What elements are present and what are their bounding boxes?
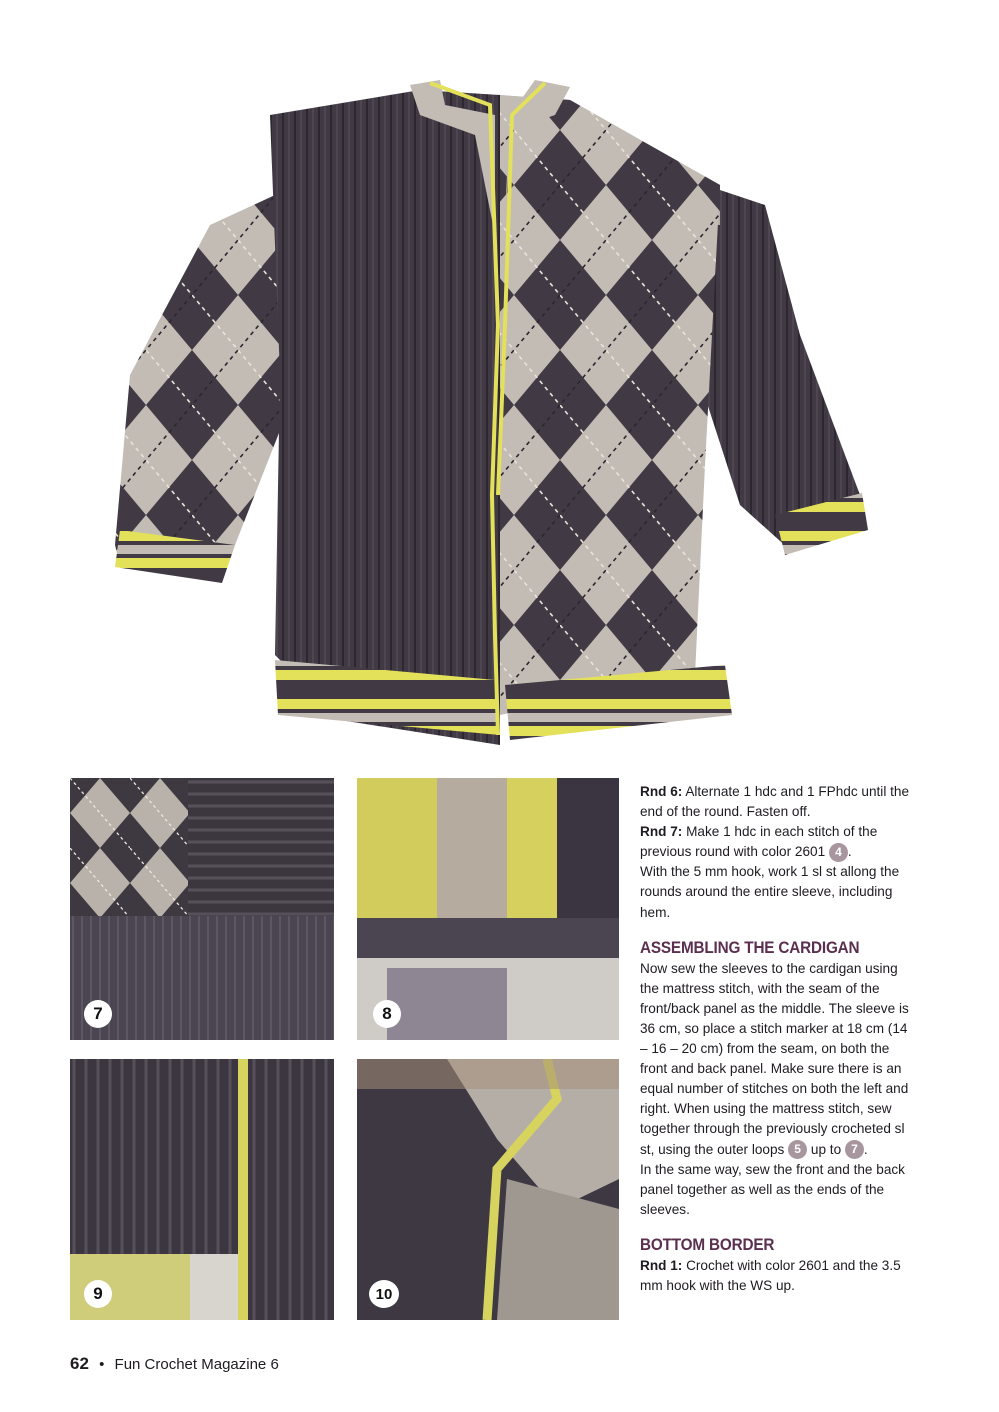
rnd7-text: Make 1 hdc in each stitch of the previous round with color 2601 — [640, 824, 878, 860]
step-photo-7 — [70, 778, 334, 1040]
assembling-mid: up to — [807, 1141, 845, 1157]
assembling-paragraph — [640, 959, 915, 1160]
footer-separator: • — [99, 1356, 105, 1373]
rnd1-text: Crochet with color 2601 and the 3.5 mm hook with the WS up. — [640, 1257, 901, 1293]
rnd1-label: Rnd 1: — [640, 1257, 683, 1273]
rnd6-paragraph — [640, 782, 915, 822]
cardigan-photo — [100, 75, 890, 755]
rnd7-paragraph — [640, 822, 915, 862]
photo-ref-5: 5 — [788, 1140, 807, 1159]
photo-number-9: 9 — [84, 1280, 112, 1308]
rnd7-end: . — [847, 844, 852, 860]
step-photo-9 — [70, 1059, 334, 1320]
rnd7-label: Rnd 7: — [640, 824, 683, 840]
page-footer — [70, 1354, 279, 1374]
instructions-column — [640, 782, 915, 1296]
rnd6-label: Rnd 6: — [640, 784, 683, 799]
same-way-paragraph: In the same way, sew the front and the back panel together as well as the ends of the sleeves. — [640, 1161, 905, 1217]
hook-paragraph: With the 5 mm hook, work 1 sl st allong the rounds around the entire sleeve, including hem. — [640, 864, 900, 920]
assembling-heading: ASSEMBLING THE CARDIGAN — [640, 937, 860, 957]
photo-number-8: 8 — [373, 1000, 401, 1028]
photo-ref-4: 4 — [829, 843, 848, 862]
magazine-title: Fun Crochet Magazine 6 — [114, 1356, 279, 1373]
step-photo-8 — [357, 778, 619, 1040]
photo-number-10: 10 — [369, 1280, 399, 1308]
photo-number-7: 7 — [84, 1000, 112, 1028]
bottom-border-heading: BOTTOM BORDER — [640, 1234, 775, 1254]
assembling-end: . — [863, 1141, 868, 1157]
page-number: 62 — [70, 1354, 89, 1373]
rnd1-paragraph — [640, 1256, 915, 1296]
step-photo-10 — [357, 1059, 619, 1320]
assembling-text: Now sew the sleeves to the cardigan using the mattress stitch, with the seam of the front/back panel as the middle. The sleeve is 36 cm, so place a stitch marker at 18 cm (14 – 16 – 20 cm) from the seam, on both the front and back panel. Make sure there is an equal number of stitches on both the left and right. When using the mattress stitch, sew together through the previously crocheted sl st, using the outer loops — [640, 960, 909, 1157]
rnd6-text: Alternate 1 hdc and 1 FPhdc until the end of the round. Fasten off. — [640, 784, 910, 820]
photo-ref-7: 7 — [845, 1140, 864, 1159]
